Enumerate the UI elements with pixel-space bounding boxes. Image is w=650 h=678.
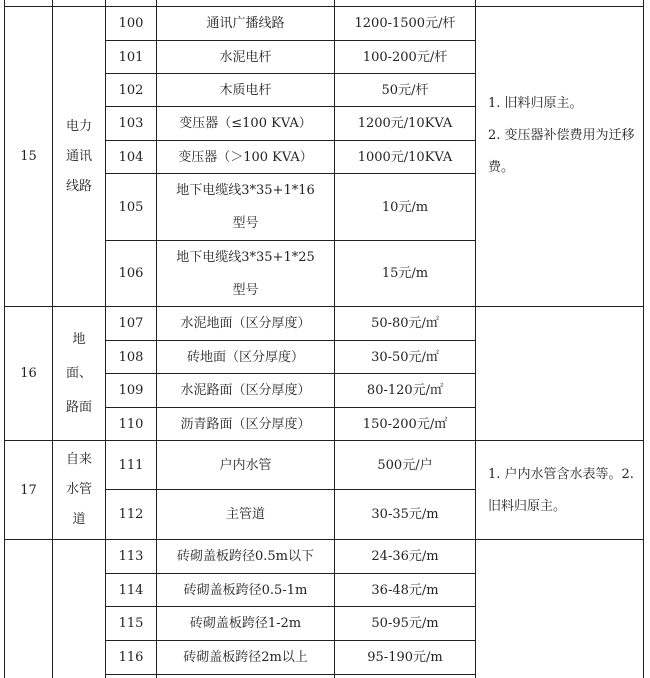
item-number: 100 xyxy=(118,16,144,31)
item-number: 104 xyxy=(118,149,144,165)
group-note: 1. 旧料归原主。 2. 变压器补偿费用为迁移 费。 xyxy=(488,96,635,175)
item-number: 102 xyxy=(118,82,144,98)
item-name: 主管道 xyxy=(225,507,265,522)
group-note: 1. 户内水管含水表等。2. 旧料归原主。 xyxy=(488,467,634,514)
item-price: 80-120元/㎡ xyxy=(366,383,444,398)
item-price: 36-48元/m xyxy=(371,582,439,598)
item-number: 113 xyxy=(118,549,144,564)
item-number: 101 xyxy=(118,49,144,65)
item-name: 砖砌盖板跨径0.5m以下 xyxy=(176,549,314,564)
item-price: 15元/m xyxy=(381,266,429,281)
group-name: 自来 水管 道 xyxy=(65,452,92,527)
item-name: 砖砌盖板跨径0.5-1m xyxy=(183,582,308,598)
item-name: 砖地面（区分厚度） xyxy=(186,349,304,365)
item-price: 50-95元/m xyxy=(371,616,439,631)
item-number: 116 xyxy=(118,650,144,665)
item-number: 109 xyxy=(118,383,144,398)
item-name: 水泥电杆 xyxy=(219,49,272,65)
item-number: 114 xyxy=(118,582,144,598)
group-number: 16 xyxy=(20,366,37,381)
item-price: 500元/户 xyxy=(377,457,433,473)
item-name: 变压器（≤100 KVA） xyxy=(179,116,312,131)
item-name: 砖砌盖板跨径2m以上 xyxy=(183,650,308,665)
item-name: 木质电杆 xyxy=(219,82,272,98)
item-name: 地下电缆线3*35+1*25 型号 xyxy=(176,249,315,298)
item-price: 95-190元/m xyxy=(367,650,443,665)
grid-line xyxy=(105,674,476,675)
item-name: 水泥路面（区分厚度） xyxy=(180,383,311,398)
item-price: 30-35元/m xyxy=(371,507,439,522)
item-price: 150-200元/㎡ xyxy=(362,416,448,432)
item-name: 砖砌盖板跨径1-2m xyxy=(189,616,302,631)
item-number: 105 xyxy=(118,199,144,215)
item-price: 1200元/10KVA xyxy=(357,116,453,131)
item-name: 变压器（＞100 KVA） xyxy=(178,149,313,165)
item-number: 110 xyxy=(118,416,144,432)
group-name: 地 面、 路面 xyxy=(65,331,92,415)
group-name: 电力 通讯 线路 xyxy=(65,118,92,194)
group-number: 17 xyxy=(20,482,37,498)
item-price: 1200-1500元/杆 xyxy=(354,16,456,31)
item-name: 户内水管 xyxy=(219,457,272,473)
item-number: 108 xyxy=(118,349,144,365)
grid-line xyxy=(643,0,644,678)
item-number: 115 xyxy=(118,616,144,631)
item-price: 1000元/10KVA xyxy=(357,149,453,165)
item-price: 30-50元/㎡ xyxy=(371,349,439,365)
item-number: 103 xyxy=(118,116,144,131)
item-name: 地下电缆线3*35+1*16 型号 xyxy=(176,183,315,231)
item-number: 111 xyxy=(118,457,144,473)
group-number: 15 xyxy=(20,149,37,164)
item-name: 沥青路面（区分厚度） xyxy=(180,416,311,432)
item-name: 通讯广播线路 xyxy=(206,16,285,31)
item-price: 50元/杆 xyxy=(381,82,429,98)
item-price: 50-80元/㎡ xyxy=(371,316,439,331)
item-price: 24-36元/m xyxy=(371,549,439,564)
item-price: 10元/m xyxy=(381,199,429,215)
item-number: 106 xyxy=(118,266,144,281)
item-number: 112 xyxy=(118,507,144,522)
item-name: 水泥地面（区分厚度） xyxy=(180,316,311,331)
item-price: 100-200元/杆 xyxy=(362,49,448,65)
item-number: 107 xyxy=(118,316,144,331)
